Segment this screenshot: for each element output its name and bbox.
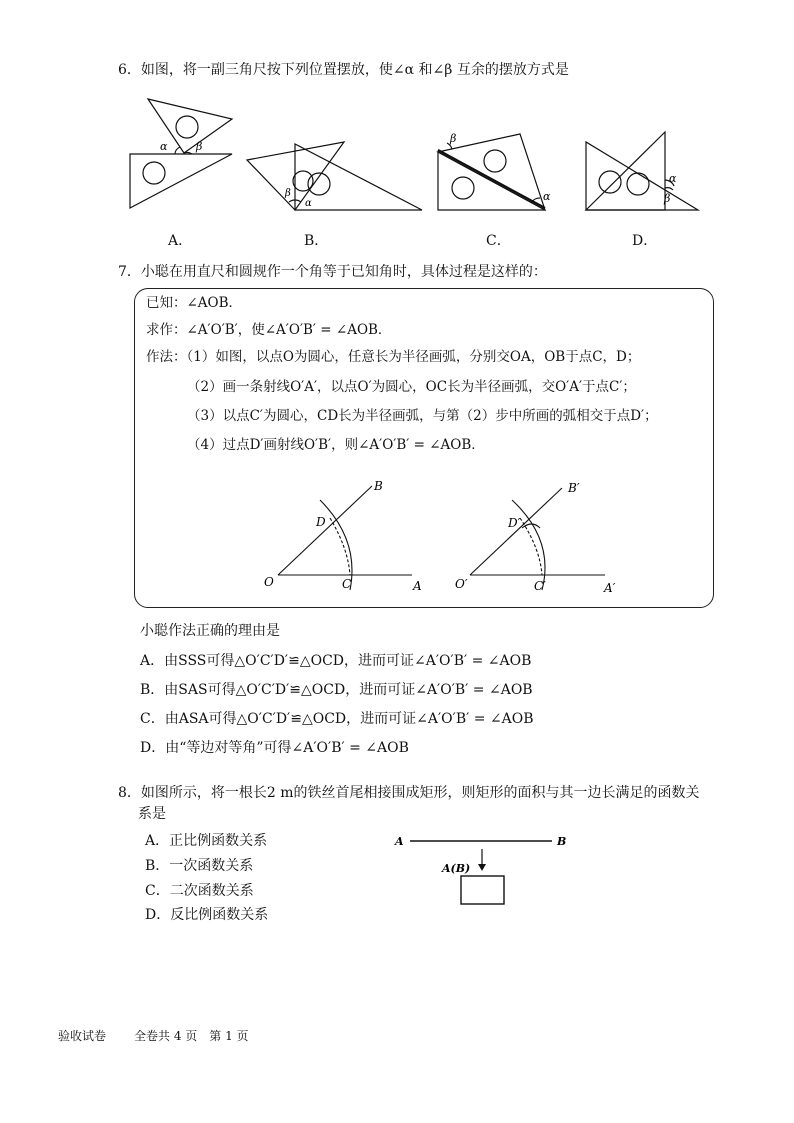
figA-alpha-arc <box>175 147 180 154</box>
figA-beta-label: β <box>196 140 203 153</box>
q8-option-d[interactable]: D．反比例函数关系 <box>145 907 269 923</box>
figC-beta-label: β <box>450 132 457 145</box>
figC-circle-2 <box>484 150 506 172</box>
figA-alpha-label: α <box>160 140 168 153</box>
q8-option-a[interactable]: A．正比例函数关系 <box>145 833 268 849</box>
footer-label: 验收试卷 <box>58 1029 107 1043</box>
q8-option-c[interactable]: C．二次函数关系 <box>145 883 254 899</box>
figA-bottom-triangle <box>130 154 232 208</box>
q8-stem-line1 <box>118 783 700 803</box>
fig2-label-C: C′ <box>534 579 546 593</box>
fig2-label-O: O′ <box>455 577 468 591</box>
figB-alpha-arc <box>295 200 301 202</box>
footer-page-info: 全卷共 4 页 第 1 页 <box>134 1029 249 1043</box>
q7-step-2: （2）画一条射线O′A′，以点O′为圆心，OC长为半径画弧，交O′A′于点C′； <box>187 379 636 395</box>
figB-beta-label: β <box>285 188 291 199</box>
fig1-label-D: D <box>316 515 326 529</box>
q8-label-B: B <box>557 835 567 848</box>
figB-triangle-2 <box>295 144 422 210</box>
figD-triangle-2 <box>586 132 665 210</box>
q7-given: 已知：∠AOB． <box>146 295 243 311</box>
q7-option-b[interactable]: B．由SAS可得△O′C′D′≌△OCD，进而可证∠A′O′B′ = ∠AOB <box>140 682 533 698</box>
figD-circle-2 <box>627 173 649 195</box>
figA-top-circle <box>176 116 198 138</box>
q7-figure-2 <box>470 488 605 590</box>
q6-stem <box>118 60 569 80</box>
q7-option-d[interactable]: D．由“等边对等角”可得∠A′O′B′ = ∠AOB <box>140 740 409 756</box>
q6-figure-b <box>247 142 422 210</box>
figC-circle-1 <box>452 177 474 199</box>
q7-figure-1 <box>278 486 412 590</box>
q7-number: 7． <box>118 264 141 280</box>
q6-number: 6． <box>118 62 141 78</box>
q7-reason-prompt: 小聪作法正确的理由是 <box>140 623 280 639</box>
q6-option-b[interactable]: B． <box>304 233 329 249</box>
q6-figure-d <box>586 132 698 210</box>
q8-rectangle <box>461 876 504 904</box>
fig1-label-C: C <box>342 577 352 591</box>
q7-option-a[interactable]: A．由SSS可得△O′C′D′≌△OCD，进而可证∠A′O′B′ = ∠AOB <box>140 653 532 669</box>
q6-option-d[interactable]: D． <box>632 233 658 249</box>
figB-circle-1 <box>293 171 313 191</box>
fig2-arc-CD <box>512 500 545 590</box>
figB-beta-arc <box>289 200 295 202</box>
q8-label-AB: A(B) <box>442 862 471 875</box>
q6-figure-a <box>130 99 232 208</box>
figD-beta-arc <box>665 188 673 190</box>
q6-figure-c <box>438 134 545 210</box>
fig2-ray-OB <box>470 488 562 575</box>
figA-bottom-circle <box>143 162 165 184</box>
q6-stem-text: 如图，将一副三角尺按下列位置摆放，使∠α 和∠β 互余的摆放方式是 <box>140 62 569 78</box>
q7-required: 求作：∠A′O′B′，使∠A′O′B′ = ∠AOB． <box>146 322 392 338</box>
fig2-label-B: B′ <box>568 481 580 495</box>
q8-stem-text: 如图所示，将一根长2 m的铁丝首尾相接围成矩形，则矩形的面积与其一边长满足的函数关 <box>140 785 700 801</box>
q7-stem <box>118 262 547 282</box>
q7-stem-text: 小聪在用直尺和圆规作一个角等于已知角时，具体过程是这样的： <box>140 264 547 280</box>
figB-alpha-label: α <box>305 198 312 209</box>
q6-option-a[interactable]: A． <box>168 233 193 249</box>
fig1-label-A: A <box>413 579 422 593</box>
fig1-label-O: O <box>264 575 274 589</box>
q6-option-c[interactable]: C． <box>486 233 511 249</box>
q8-stem-line2: 系是 <box>138 806 166 822</box>
figD-circle-1 <box>599 171 621 193</box>
q7-step-4: （4）过点D′画射线O′B′，则∠A′O′B′ = ∠AOB． <box>187 437 485 453</box>
q8-arrow-head <box>478 864 486 871</box>
fig1-ray-OB <box>278 486 372 575</box>
fig1-label-B: B <box>374 479 383 493</box>
figC-alpha-label: α <box>543 190 551 203</box>
fig2-label-D: D′ <box>508 516 521 530</box>
q7-step-3: （3）以点C′为圆心，CD长为半径画弧，与第（2）步中所画的弧相交于点D′； <box>187 408 658 424</box>
figD-triangle-1 <box>586 142 698 210</box>
q7-step-1: 作法：（1）如图，以点O为圆心，任意长为半径画弧，分别交OA，OB于点C，D； <box>146 349 641 365</box>
q8-number: 8． <box>118 785 141 801</box>
q7-figures <box>250 470 630 600</box>
fig2-label-A: A′ <box>604 581 616 595</box>
q6-figures <box>120 92 720 217</box>
q8-label-A: A <box>395 835 404 848</box>
figD-beta-label: β <box>664 192 671 205</box>
q8-figure <box>390 828 580 913</box>
q8-option-b[interactable]: B．一次函数关系 <box>145 858 254 874</box>
q7-option-c[interactable]: C．由ASA可得△O′C′D′≌△OCD，进而可证∠A′O′B′ = ∠AOB <box>140 711 534 727</box>
figD-alpha-label: α <box>669 172 677 185</box>
